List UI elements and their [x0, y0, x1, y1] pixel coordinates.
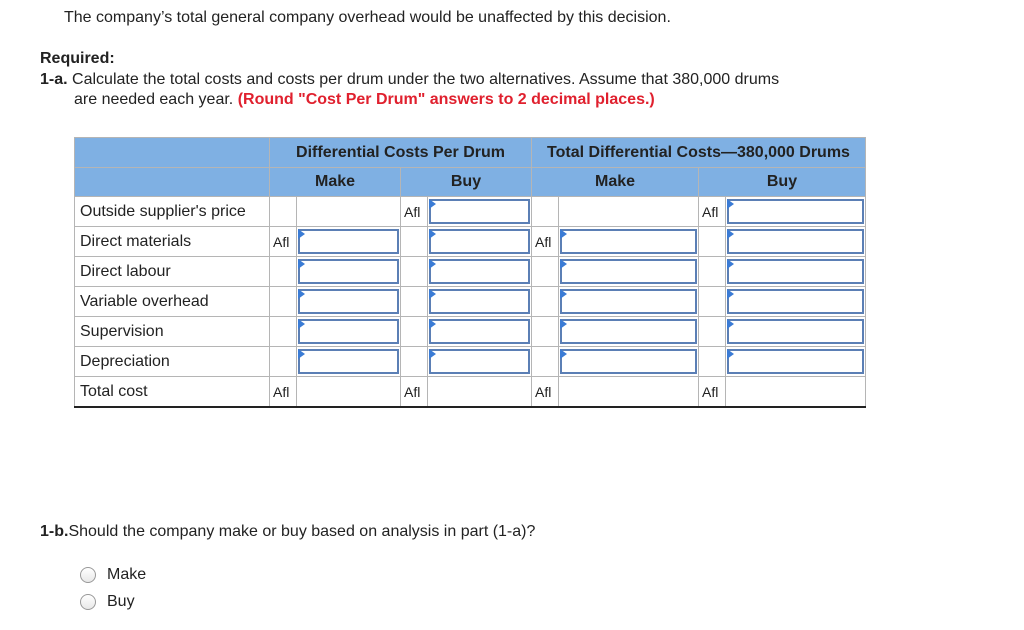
currency-prefix-buy-per-drum: [401, 227, 428, 257]
input-buy-total[interactable]: [726, 227, 866, 257]
input-buy-per-drum[interactable]: [428, 227, 532, 257]
answer-field[interactable]: [727, 229, 864, 254]
input-buy-per-drum[interactable]: [428, 347, 532, 377]
answer-field[interactable]: [298, 259, 399, 284]
input-make-total[interactable]: [559, 317, 699, 347]
input-buy-per-drum[interactable]: [428, 197, 532, 227]
header-blank-2: [75, 168, 270, 197]
currency-prefix-buy-per-drum: Afl: [401, 197, 428, 227]
answer-field[interactable]: [560, 289, 697, 314]
answer-field[interactable]: [298, 349, 399, 374]
currency-prefix-make-per-drum: Afl: [270, 377, 297, 408]
radio-buy[interactable]: [80, 594, 96, 610]
cell-buy-per-drum: [428, 377, 532, 408]
input-make-total[interactable]: [559, 227, 699, 257]
table-row: [75, 377, 866, 408]
input-buy-per-drum[interactable]: [428, 257, 532, 287]
input-make-total[interactable]: [559, 347, 699, 377]
row-label: Total cost: [75, 377, 270, 408]
header-buy-total: Buy: [699, 168, 866, 197]
row-label: Supervision: [75, 317, 270, 347]
answer-field[interactable]: [298, 319, 399, 344]
currency-prefix-buy-total: [699, 347, 726, 377]
intro-text: The company’s total general company overhead would be unaffected by this decision.: [64, 9, 671, 26]
currency-prefix-make-total: Afl: [532, 377, 559, 408]
currency-prefix-make-total: Afl: [532, 227, 559, 257]
input-make-per-drum[interactable]: [297, 287, 401, 317]
answer-field[interactable]: [727, 199, 864, 224]
header-make-total: Make: [532, 168, 699, 197]
input-marker-icon: [429, 319, 436, 329]
currency-prefix-make-total: [532, 197, 559, 227]
answer-field[interactable]: [727, 259, 864, 284]
question-1b: [40, 523, 535, 541]
answer-field[interactable]: [560, 229, 697, 254]
currency-prefix-buy-per-drum: Afl: [401, 377, 428, 408]
currency-prefix-make-per-drum: Afl: [270, 227, 297, 257]
input-marker-icon: [298, 259, 305, 269]
header-make-per-drum: Make: [270, 168, 401, 197]
currency-prefix-make-total: [532, 317, 559, 347]
cell-buy-total: [726, 377, 866, 408]
header-cost-per-drum: Differential Costs Per Drum: [270, 138, 532, 168]
input-marker-icon: [560, 289, 567, 299]
option-buy[interactable]: [80, 593, 135, 611]
answer-field[interactable]: [727, 319, 864, 344]
input-marker-icon: [727, 319, 734, 329]
cell-make-per-drum: [297, 377, 401, 408]
currency-prefix-make-per-drum: [270, 317, 297, 347]
answer-field[interactable]: [727, 289, 864, 314]
question-1b-text: Should the company make or buy based on analysis in part (1-a)?: [68, 523, 536, 540]
header-blank: [75, 138, 270, 168]
currency-prefix-make-total: [532, 347, 559, 377]
cell-make-total: [559, 377, 699, 408]
currency-prefix-make-per-drum: [270, 287, 297, 317]
answer-field[interactable]: [429, 199, 530, 224]
currency-prefix-buy-total: Afl: [699, 377, 726, 408]
currency-prefix-make-per-drum: [270, 347, 297, 377]
option-make[interactable]: [80, 566, 146, 584]
row-label: Variable overhead: [75, 287, 270, 317]
answer-field[interactable]: [429, 349, 530, 374]
question-1a-line2: are needed each year.: [74, 91, 234, 108]
input-buy-total[interactable]: [726, 317, 866, 347]
input-marker-icon: [727, 349, 734, 359]
input-marker-icon: [429, 289, 436, 299]
input-marker-icon: [727, 229, 734, 239]
input-buy-total[interactable]: [726, 347, 866, 377]
answer-field[interactable]: [560, 349, 697, 374]
currency-prefix-buy-per-drum: [401, 287, 428, 317]
input-make-total[interactable]: [559, 257, 699, 287]
table-row: [75, 287, 866, 317]
cost-table: [74, 137, 866, 408]
input-make-per-drum[interactable]: [297, 227, 401, 257]
input-buy-per-drum[interactable]: [428, 287, 532, 317]
input-make-per-drum[interactable]: [297, 257, 401, 287]
currency-prefix-make-total: [532, 257, 559, 287]
currency-prefix-make-total: [532, 287, 559, 317]
input-marker-icon: [298, 229, 305, 239]
question-1b-number: 1-b.: [40, 523, 69, 540]
input-marker-icon: [429, 199, 436, 209]
currency-prefix-buy-per-drum: [401, 347, 428, 377]
answer-field[interactable]: [429, 229, 530, 254]
table-row: [75, 347, 866, 377]
answer-field[interactable]: [429, 289, 530, 314]
answer-field[interactable]: [429, 259, 530, 284]
input-marker-icon: [560, 349, 567, 359]
currency-prefix-buy-total: [699, 287, 726, 317]
input-marker-icon: [298, 319, 305, 329]
row-label: Depreciation: [75, 347, 270, 377]
input-buy-total[interactable]: [726, 257, 866, 287]
input-marker-icon: [560, 319, 567, 329]
input-marker-icon: [727, 289, 734, 299]
input-marker-icon: [429, 229, 436, 239]
row-label: Outside supplier's price: [75, 197, 270, 227]
input-make-per-drum[interactable]: [297, 317, 401, 347]
option-make-label: Make: [107, 566, 147, 583]
cell-make-total: [559, 197, 699, 227]
currency-prefix-make-per-drum: [270, 257, 297, 287]
table-row: [75, 257, 866, 287]
input-marker-icon: [560, 259, 567, 269]
header-total-costs: Total Differential Costs—380,000 Drums: [532, 138, 866, 168]
table-row: [75, 227, 866, 257]
input-marker-icon: [727, 199, 734, 209]
table-row: [75, 317, 866, 347]
currency-prefix-buy-total: Afl: [699, 197, 726, 227]
input-marker-icon: [727, 259, 734, 269]
answer-field[interactable]: [429, 319, 530, 344]
currency-prefix-buy-per-drum: [401, 317, 428, 347]
input-marker-icon: [429, 259, 436, 269]
rounding-note: (Round "Cost Per Drum" answers to 2 decimal places.): [237, 91, 655, 108]
row-label: Direct materials: [75, 227, 270, 257]
header-buy-per-drum: Buy: [401, 168, 532, 197]
question-1a-number: 1-a.: [40, 71, 68, 88]
required-label: Required:: [40, 50, 115, 67]
cell-make-per-drum: [297, 197, 401, 227]
answer-field[interactable]: [560, 259, 697, 284]
currency-prefix-buy-total: [699, 257, 726, 287]
input-marker-icon: [298, 289, 305, 299]
currency-prefix-make-per-drum: [270, 197, 297, 227]
currency-prefix-buy-total: [699, 317, 726, 347]
table-row: [75, 197, 866, 227]
currency-prefix-buy-total: [699, 227, 726, 257]
answer-field[interactable]: [560, 319, 697, 344]
input-marker-icon: [560, 229, 567, 239]
option-buy-label: Buy: [107, 593, 135, 610]
question-1a-line1: Calculate the total costs and costs per drum under the two alternatives. Assume that 380,000 drums: [72, 71, 780, 88]
input-make-per-drum[interactable]: [297, 347, 401, 377]
input-buy-total[interactable]: [726, 197, 866, 227]
answer-field[interactable]: [298, 289, 399, 314]
radio-make[interactable]: [80, 567, 96, 583]
input-buy-per-drum[interactable]: [428, 317, 532, 347]
answer-field[interactable]: [727, 349, 864, 374]
question-1a: [40, 70, 779, 110]
currency-prefix-buy-per-drum: [401, 257, 428, 287]
row-label: Direct labour: [75, 257, 270, 287]
answer-field[interactable]: [298, 229, 399, 254]
input-make-total[interactable]: [559, 287, 699, 317]
input-marker-icon: [298, 349, 305, 359]
input-marker-icon: [429, 349, 436, 359]
input-buy-total[interactable]: [726, 287, 866, 317]
